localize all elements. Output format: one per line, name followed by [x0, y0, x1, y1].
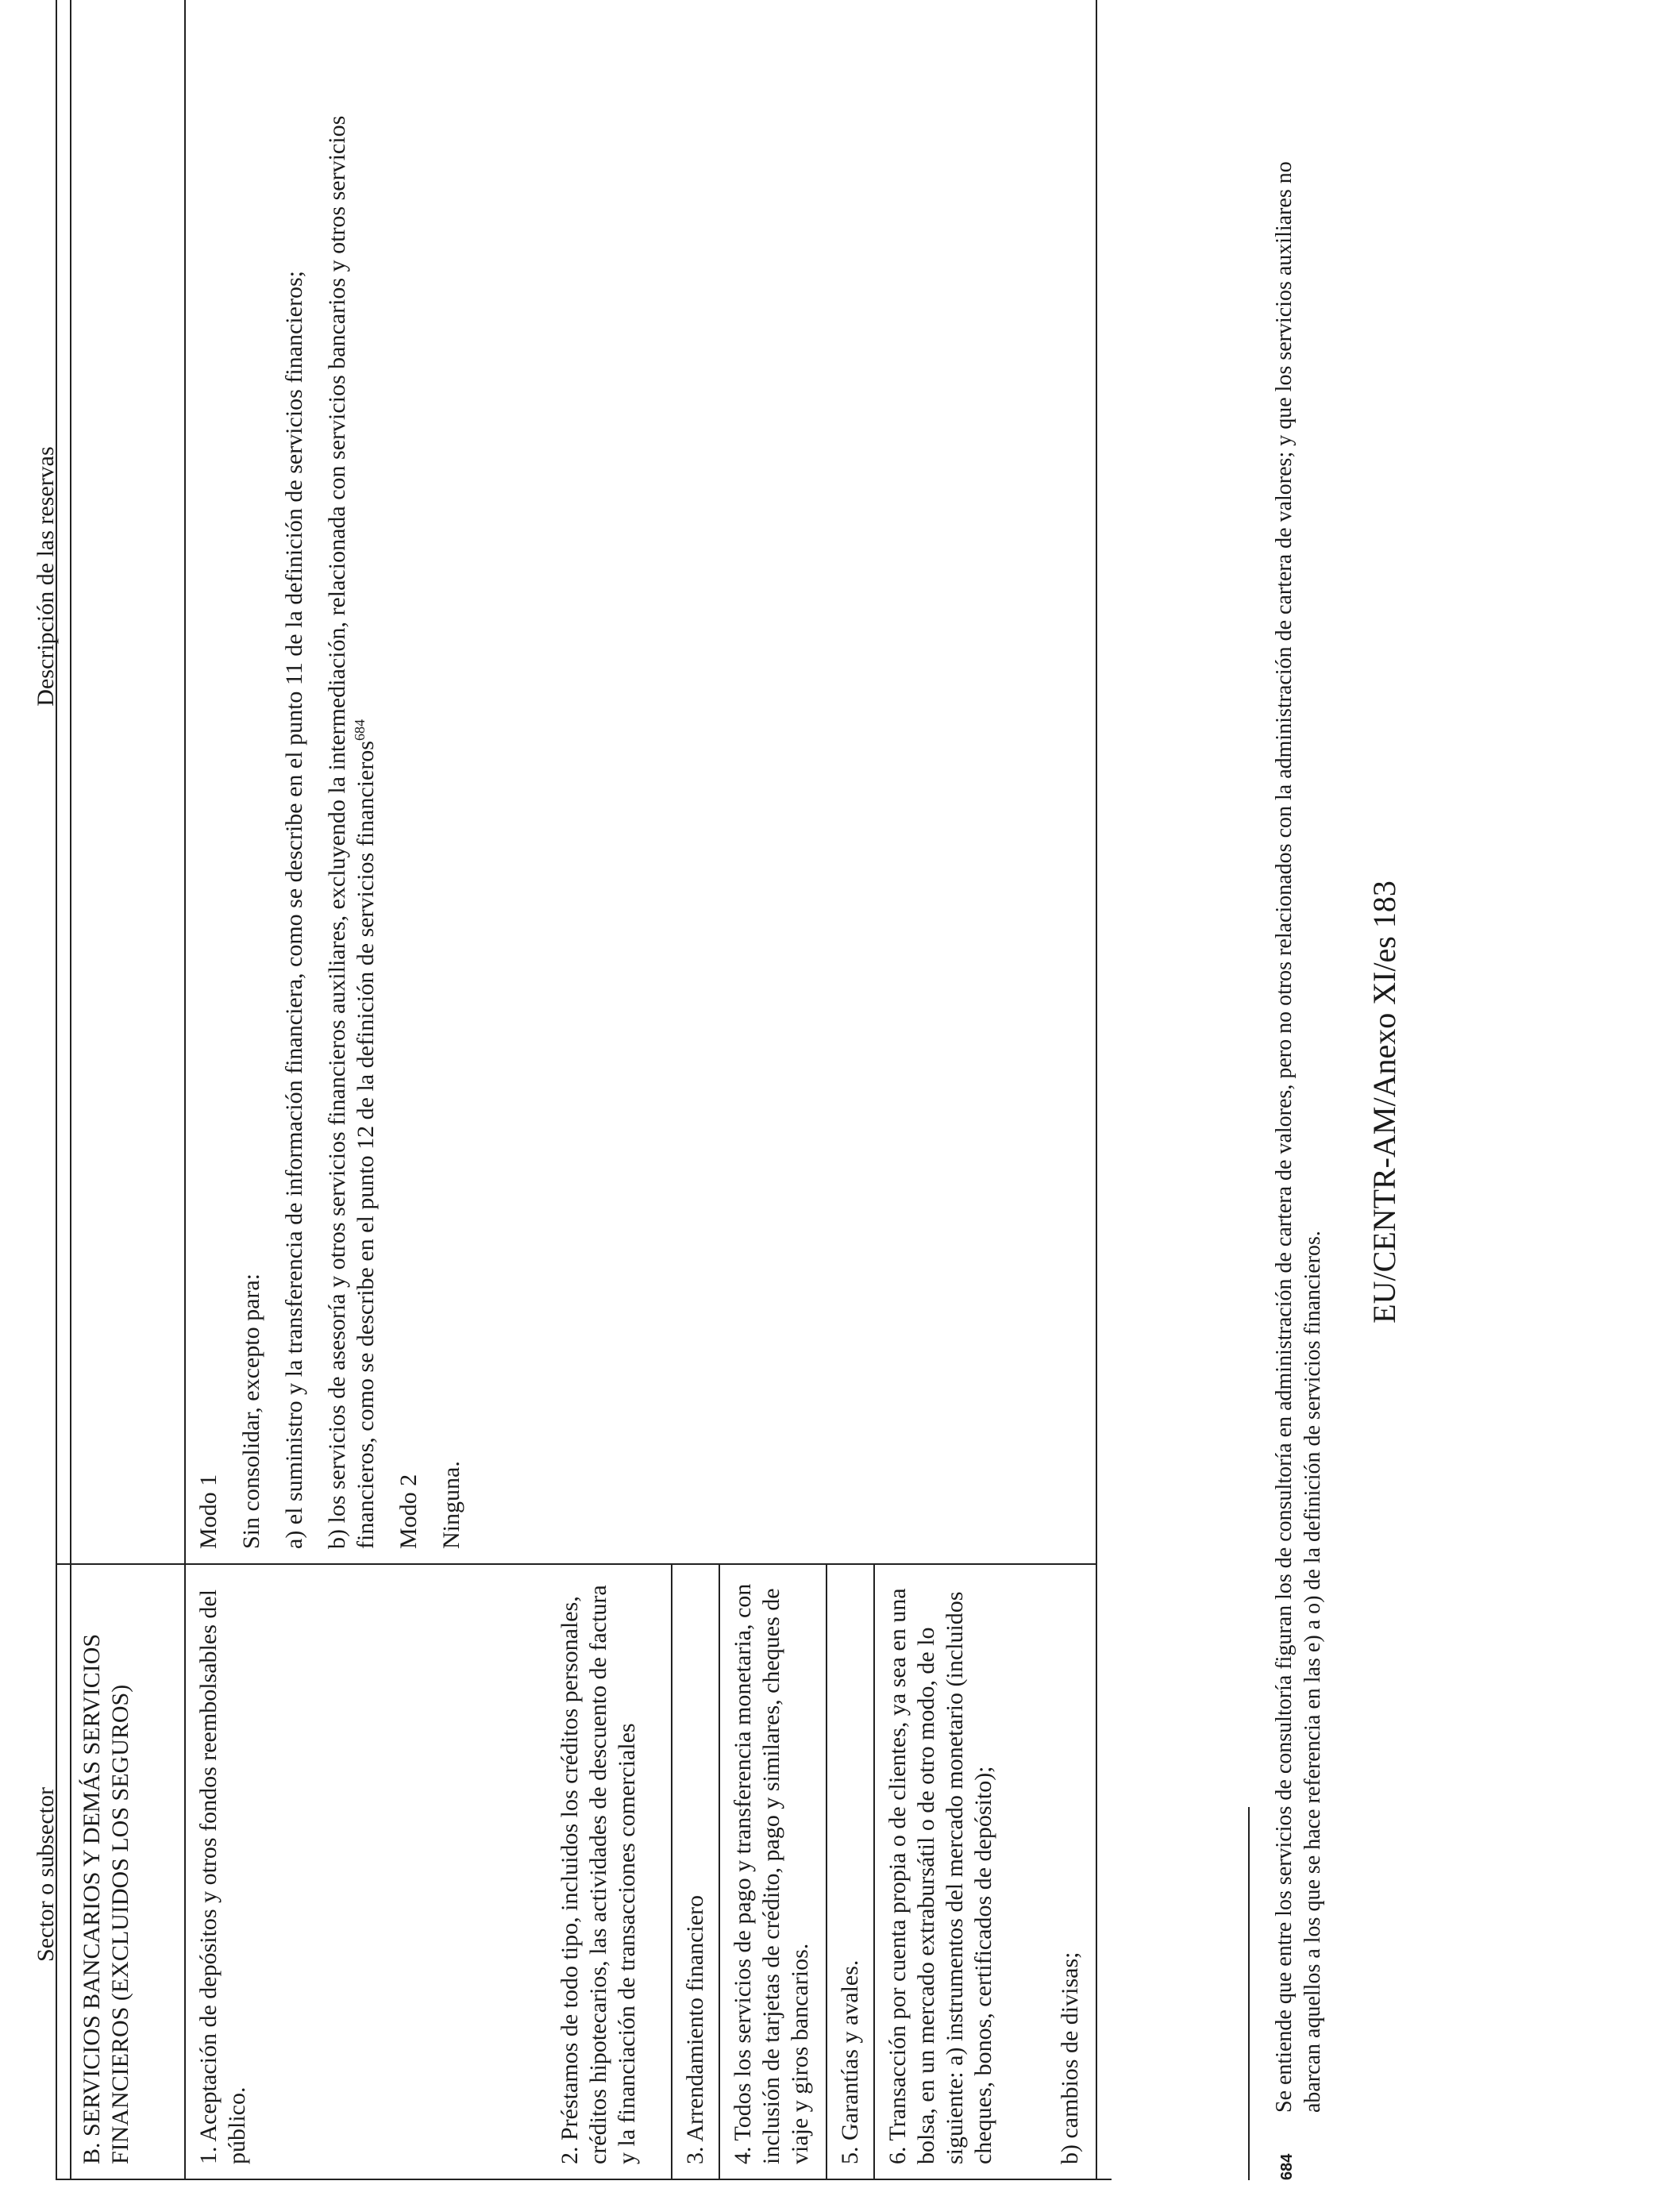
sector-item-1: 1. Aceptación de depósitos y otros fondos reembolsables del público.	[195, 1589, 250, 2164]
mode1-item-b-text: b) los servicios de asesoría y otros servicios financieros auxiliares, excluyendo la intermediación, relacionada con servicios bancarios y otros servicios financieros, como se describe en el punto 12 de la definición de servicios financieros	[324, 115, 379, 1549]
section-title: B. SERVICIOS BANCARIOS Y DEMÁS SERVICIOS FINANCIEROS (EXCLUIDOS LOS SEGUROS)	[79, 1633, 133, 2164]
mode1-intro: Sin consolidar, excepto para:	[238, 1273, 264, 1549]
column-divider	[56, 1563, 1096, 1565]
table-bottom-border	[1096, 0, 1097, 2180]
header-sector: Sector o subsector	[33, 1787, 59, 1962]
header-description: Descripción de las reservas	[33, 446, 59, 707]
row-rule-2	[671, 1565, 672, 2180]
row-rule-5	[873, 1565, 875, 2180]
mode1-item-a: a) el suministro y la transferencia de información financiera, como se describe en el punto 11 de la definición de servicios financieros;	[281, 271, 307, 1549]
mode2-text: Ninguna.	[438, 1461, 464, 1549]
section-bottom-rule	[184, 0, 186, 2180]
mode1-item-b	[323, 17, 380, 1549]
table-top-border	[56, 0, 57, 2180]
sector-item-5: 5. Garantías y avales.	[837, 1959, 863, 2164]
footnote-separator	[1248, 1807, 1250, 2180]
row-rule-4	[826, 1565, 827, 2180]
description-block	[195, 17, 466, 1549]
sector-item-2: 2. Préstamos de todo tipo, incluidos los créditos personales, créditos hipotecarios, las actividades de descuento de factura y la financiación de transacciones comerciales	[557, 1585, 640, 2164]
footnote-number: 684	[1278, 2153, 1296, 2180]
mode2-label: Modo 2	[395, 1474, 422, 1549]
mode1-label: Modo 1	[195, 1474, 222, 1549]
sector-item-3: 3. Arrendamiento financiero	[682, 1894, 708, 2164]
footnote-text: Se entiende que entre los servicios de consultoría figuran los de consultoría en administración de cartera de valores, pero no otros relacionados con la administración de cartera de valores; y que los servicios auxiliares no abarcan aquellos a los que se hace referencia en las e) a o) de la definición de servicios financieros.	[1272, 161, 1325, 2113]
sector-item-6: 6. Transacción por cuenta propia o de clientes, ya sea en una bolsa, en un mercado extrabursátil o de otro modo, de lo siguiente: a) instrumentos del mercado monetario (incluidos cheques, bonos, certificados de depósito);	[884, 1588, 996, 2164]
document-reference: EU/CENTR-AM/Anexo XI/es 183	[1366, 880, 1402, 1324]
sector-item-4: 4. Todos los servicios de pago y transferencia monetaria, con inclusión de tarjetas de crédito, pago y similares, cheques de viaje y giros bancarios.	[730, 1583, 813, 2164]
footnote-ref-684[interactable]: 684	[352, 719, 368, 742]
sector-item-6b: b) cambios de divisas;	[1057, 1952, 1083, 2164]
row-rule-3	[719, 1565, 720, 2180]
left-border	[56, 2179, 1096, 2180]
header-bottom-rule	[70, 0, 71, 2180]
